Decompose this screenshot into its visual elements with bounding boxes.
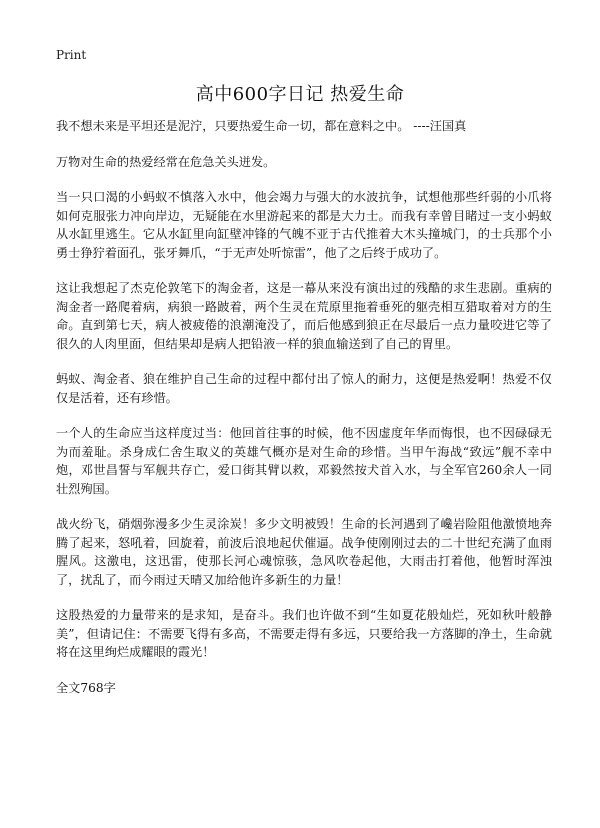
document-body — [56, 117, 552, 697]
print-link[interactable]: Print — [56, 48, 87, 62]
word-count: 全文768字 — [56, 680, 116, 695]
paragraph-7: 战火纷飞，硝烟弥漫多少生灵涂炭！多少文明被毁！生命的长河遇到了巉岩险阻他激愤地奔腾了起来，怒吼着，回旋着，前波后浪地起伏催逼。战争使刚刚过去的二十世纪充满了血雨腥风。这激电，这迅雷，使那长河心魂惊骇，急风吹卷起他，大雨击打着他，他暂时浑浊了，扰乱了，而今雨过天晴又加给他许多新生的力量！ — [56, 517, 552, 587]
paragraph-1: 我不想未来是平坦还是泥泞，只要热爱生命一切，都在意料之中。 ----汪国真 — [56, 119, 467, 133]
paragraph-6: 一个人的生命应当这样度过当：他回首往事的时候，他不因虚度年华而悔恨，也不因碌碌无为而羞耻。杀身成仁舍生取义的英雄气概亦是对生命的珍惜。当甲午海战“致远”舰不幸中炮，邓世昌誓与军舰共存亡，爱口街其臂以救，邓毅然按犬首入水，与全军官260余人一同壮烈殉国。 — [56, 426, 552, 496]
paragraph-3: 当一只口渴的小蚂蚁不慎落入水中，他会竭力与强大的水波抗争，试想他那些纤弱的小爪将如何克服张力冲向岸边，无疑能在水里游起来的都是大力士。而我有幸曾目睹过一支小蚂蚁从水缸里逃生。它从水缸里向缸壁冲锋的气魄不亚于古代推着大木头撞城门，的士兵那个小勇士狰狞着面孔，张牙舞爪，“于无声处听惊雷”，他了之后终于成功了。 — [56, 190, 552, 260]
paragraph-2: 万物对生命的热爱经常在危急关头迸发。 — [56, 154, 276, 169]
paragraph-5: 蚂蚁、淘金者、狼在维护自己生命的过程中都付出了惊人的耐力，这便是热爱啊！热爱不仅仅是活着，还有珍惜。 — [56, 372, 552, 405]
document-title: 高中600字日记 热爱生命 — [195, 84, 405, 105]
paragraph-4: 这让我想起了杰克伦敦笔下的淘金者，这是一幕从来没有演出过的残酷的求生悲剧。重病的淘金者一路爬着病，病狼一路跛着，两个生灵在荒原里拖着垂死的躯壳相互猎取着对方的生命。直到第七天，病人被疲倦的浪潮淹没了，而后他感到狼正在尽最后一点力量咬进它等了很久的人肉里面，但结果却是病人把铅液一样的狼血输送到了自己的胃里。 — [56, 281, 552, 351]
paragraph-8: 这股热爱的力量带来的是求知，是奋斗。我们也许做不到“生如夏花般灿烂，死如秋叶般静美”，但请记住：不需要飞得有多高，不需要走得有多远，只要给我一方落脚的净土，生命就将在这里绚烂成耀眼的霞光！ — [56, 608, 552, 659]
